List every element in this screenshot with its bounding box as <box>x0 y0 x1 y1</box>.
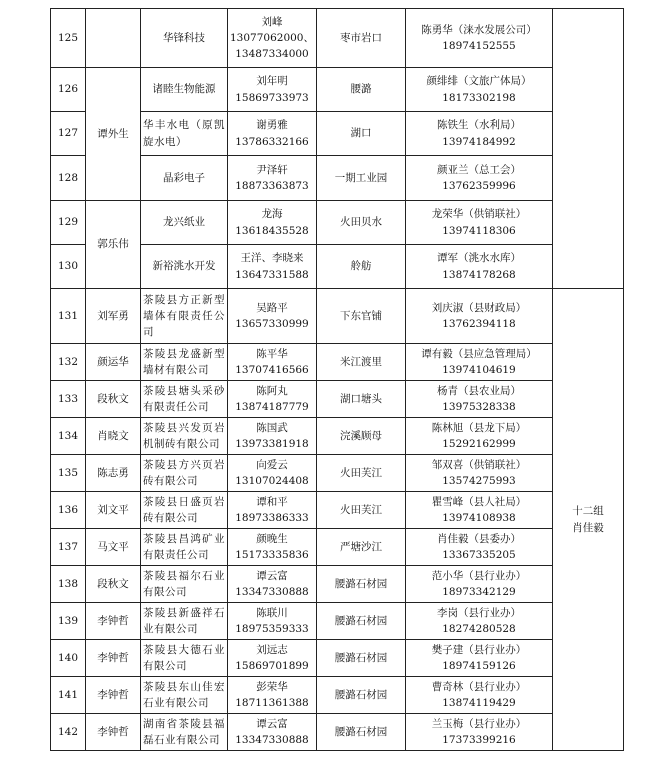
enterprise-name: 湖南省茶陵县福磊石业有限公司 <box>141 714 228 751</box>
location-cell: 火田贝水 <box>317 201 406 245</box>
liaison-cell: 陈林旭（县龙下局） 15292162999 <box>406 418 553 455</box>
table-row <box>51 640 624 677</box>
liaison-cell: 范小华（县行业办） 18973342129 <box>406 566 553 603</box>
owner-name: 李钟哲 <box>86 640 141 677</box>
enterprise-name: 茶陵县东山佳宏石业有限公司 <box>141 677 228 714</box>
owner-name: 肖晓文 <box>86 418 141 455</box>
liaison-cell: 谭有毅（县应急管理局） 13974104619 <box>406 344 553 381</box>
liaison-cell: 谭军（洮水水库） 13874178268 <box>406 245 553 289</box>
contact-cell: 陈联川 18975359333 <box>228 603 317 640</box>
table-row <box>51 201 624 245</box>
liaison-cell: 兰玉梅（县行业办） 17373399216 <box>406 714 553 751</box>
location-cell: 严塘沙江 <box>317 529 406 566</box>
table-row <box>51 9 624 68</box>
contact-cell: 吴路平 13657330999 <box>228 289 317 344</box>
row-number: 140 <box>51 640 86 677</box>
group-name: 十二组 <box>572 505 604 518</box>
liaison-cell: 陈勇华（涞水发展公司） 18974152555 <box>406 9 553 68</box>
contact-cell: 尹泽轩 18873363873 <box>228 156 317 201</box>
owner-name: 刘军勇 <box>86 289 141 344</box>
contact-cell: 陈平华 13707416566 <box>228 344 317 381</box>
location-cell: 湖口塘头 <box>317 381 406 418</box>
contact-cell: 谭云富 13347330888 <box>228 714 317 751</box>
location-cell: 米江渡里 <box>317 344 406 381</box>
liaison-cell: 颜亚兰（总工会） 13762359996 <box>406 156 553 201</box>
row-number: 134 <box>51 418 86 455</box>
row-number: 142 <box>51 714 86 751</box>
table-row <box>51 529 624 566</box>
enterprise-name: 华锋科技 <box>141 9 228 68</box>
row-number: 138 <box>51 566 86 603</box>
table-row <box>51 455 624 492</box>
table-row <box>51 492 624 529</box>
location-cell: 腰潞 <box>317 68 406 112</box>
enterprise-name: 茶陵县龙盛新型墙材有限公司 <box>141 344 228 381</box>
enterprise-name: 诸睦生物能源 <box>141 68 228 112</box>
enterprise-name: 华丰水电（原凯旋水电） <box>141 112 228 156</box>
location-cell: 腰潞石材园 <box>317 677 406 714</box>
contact-cell: 向爱云 13107024408 <box>228 455 317 492</box>
owner-name: 段秋文 <box>86 381 141 418</box>
group-cell <box>553 289 624 751</box>
owner-name: 段秋文 <box>86 566 141 603</box>
table-row <box>51 381 624 418</box>
contact-cell: 谭和平 18973386333 <box>228 492 317 529</box>
enterprise-table <box>50 8 624 751</box>
liaison-cell: 肖佳毅（县委办） 13367335205 <box>406 529 553 566</box>
location-cell: 一期工业园 <box>317 156 406 201</box>
contact-cell: 谢勇雅 13786332166 <box>228 112 317 156</box>
row-number: 131 <box>51 289 86 344</box>
row-number: 125 <box>51 9 86 68</box>
location-cell: 火田芙江 <box>317 455 406 492</box>
owner-name: 郭乐伟 <box>86 201 141 289</box>
group-cell-empty <box>553 9 624 289</box>
owner-cell-empty <box>86 9 141 68</box>
contact-cell: 龙海 13618435528 <box>228 201 317 245</box>
location-cell: 舲舫 <box>317 245 406 289</box>
enterprise-name: 茶陵县塘头采砂有限责任公司 <box>141 381 228 418</box>
location-cell: 腰潞石材园 <box>317 714 406 751</box>
table-row <box>51 344 624 381</box>
group-leader: 肖佳毅 <box>572 521 604 534</box>
location-cell: 火田芙江 <box>317 492 406 529</box>
row-number: 128 <box>51 156 86 201</box>
row-number: 141 <box>51 677 86 714</box>
enterprise-name: 晶彩电子 <box>141 156 228 201</box>
table-row <box>51 418 624 455</box>
liaison-cell: 李岗（县行业办） 18274280528 <box>406 603 553 640</box>
location-cell: 浣溪顾母 <box>317 418 406 455</box>
contact-cell: 刘年明 15869733973 <box>228 68 317 112</box>
location-cell: 枣市岩口 <box>317 9 406 68</box>
liaison-cell: 邹双喜（供销联社） 13574275993 <box>406 455 553 492</box>
table-row <box>51 603 624 640</box>
owner-name: 颜运华 <box>86 344 141 381</box>
owner-name: 李钟哲 <box>86 714 141 751</box>
owner-name: 李钟哲 <box>86 677 141 714</box>
contact-cell: 陈阿丸 13874187779 <box>228 381 317 418</box>
enterprise-name: 茶陵县昌鸿矿业有限责任公司 <box>141 529 228 566</box>
location-cell: 腰潞石材园 <box>317 640 406 677</box>
owner-name: 马文平 <box>86 529 141 566</box>
contact-cell: 陈国武 13973381918 <box>228 418 317 455</box>
row-number: 127 <box>51 112 86 156</box>
row-number: 137 <box>51 529 86 566</box>
table-row <box>51 289 624 344</box>
liaison-cell: 樊子建（县行业办） 18974159126 <box>406 640 553 677</box>
owner-name: 谭外生 <box>86 68 141 201</box>
liaison-cell: 杨青（县农业局） 13975328338 <box>406 381 553 418</box>
liaison-cell: 刘庆淑（县财政局） 13762394118 <box>406 289 553 344</box>
liaison-cell: 颜绯绯（文旅广体局） 18173302198 <box>406 68 553 112</box>
enterprise-name: 新裕洮水开发 <box>141 245 228 289</box>
enterprise-name: 茶陵县日盛页岩砖有限公司 <box>141 492 228 529</box>
enterprise-name: 茶陵县方正新型墙体有限责任公司 <box>141 289 228 344</box>
table-row <box>51 68 624 112</box>
table-row <box>51 566 624 603</box>
contact-cell: 王洋、李晓来 13647331588 <box>228 245 317 289</box>
liaison-cell: 龙荣华（供销联社） 13974118306 <box>406 201 553 245</box>
location-cell: 下东官铺 <box>317 289 406 344</box>
contact-cell: 彭荣华 18711361388 <box>228 677 317 714</box>
row-number: 136 <box>51 492 86 529</box>
enterprise-name: 茶陵县兴发页岩机制砖有限公司 <box>141 418 228 455</box>
row-number: 126 <box>51 68 86 112</box>
liaison-cell: 陈铁生（水利局） 13974184992 <box>406 112 553 156</box>
location-cell: 腰潞石材园 <box>317 566 406 603</box>
contact-cell: 颜晚生 15173335836 <box>228 529 317 566</box>
liaison-cell: 曹奇林（县行业办） 13874119429 <box>406 677 553 714</box>
liaison-cell: 瞿雪峰（县人社局） 13974108938 <box>406 492 553 529</box>
contact-cell: 谭云富 13347330888 <box>228 566 317 603</box>
contact-cell: 刘峰 13077062000、 13487334000 <box>228 9 317 68</box>
enterprise-name: 茶陵县方兴页岩砖有限公司 <box>141 455 228 492</box>
row-number: 132 <box>51 344 86 381</box>
row-number: 135 <box>51 455 86 492</box>
owner-name: 李钟哲 <box>86 603 141 640</box>
enterprise-name: 茶陵县福尔石业有限公司 <box>141 566 228 603</box>
owner-name: 陈志勇 <box>86 455 141 492</box>
enterprise-name: 龙兴纸业 <box>141 201 228 245</box>
owner-name: 刘文平 <box>86 492 141 529</box>
row-number: 133 <box>51 381 86 418</box>
enterprise-name: 茶陵县新盛祥石业有限公司 <box>141 603 228 640</box>
row-number: 130 <box>51 245 86 289</box>
contact-cell: 刘远志 15869701899 <box>228 640 317 677</box>
row-number: 139 <box>51 603 86 640</box>
location-cell: 湖口 <box>317 112 406 156</box>
enterprise-name: 茶陵县大德石业有限公司 <box>141 640 228 677</box>
row-number: 129 <box>51 201 86 245</box>
table-row <box>51 714 624 751</box>
location-cell: 腰潞石材园 <box>317 603 406 640</box>
table-row <box>51 677 624 714</box>
